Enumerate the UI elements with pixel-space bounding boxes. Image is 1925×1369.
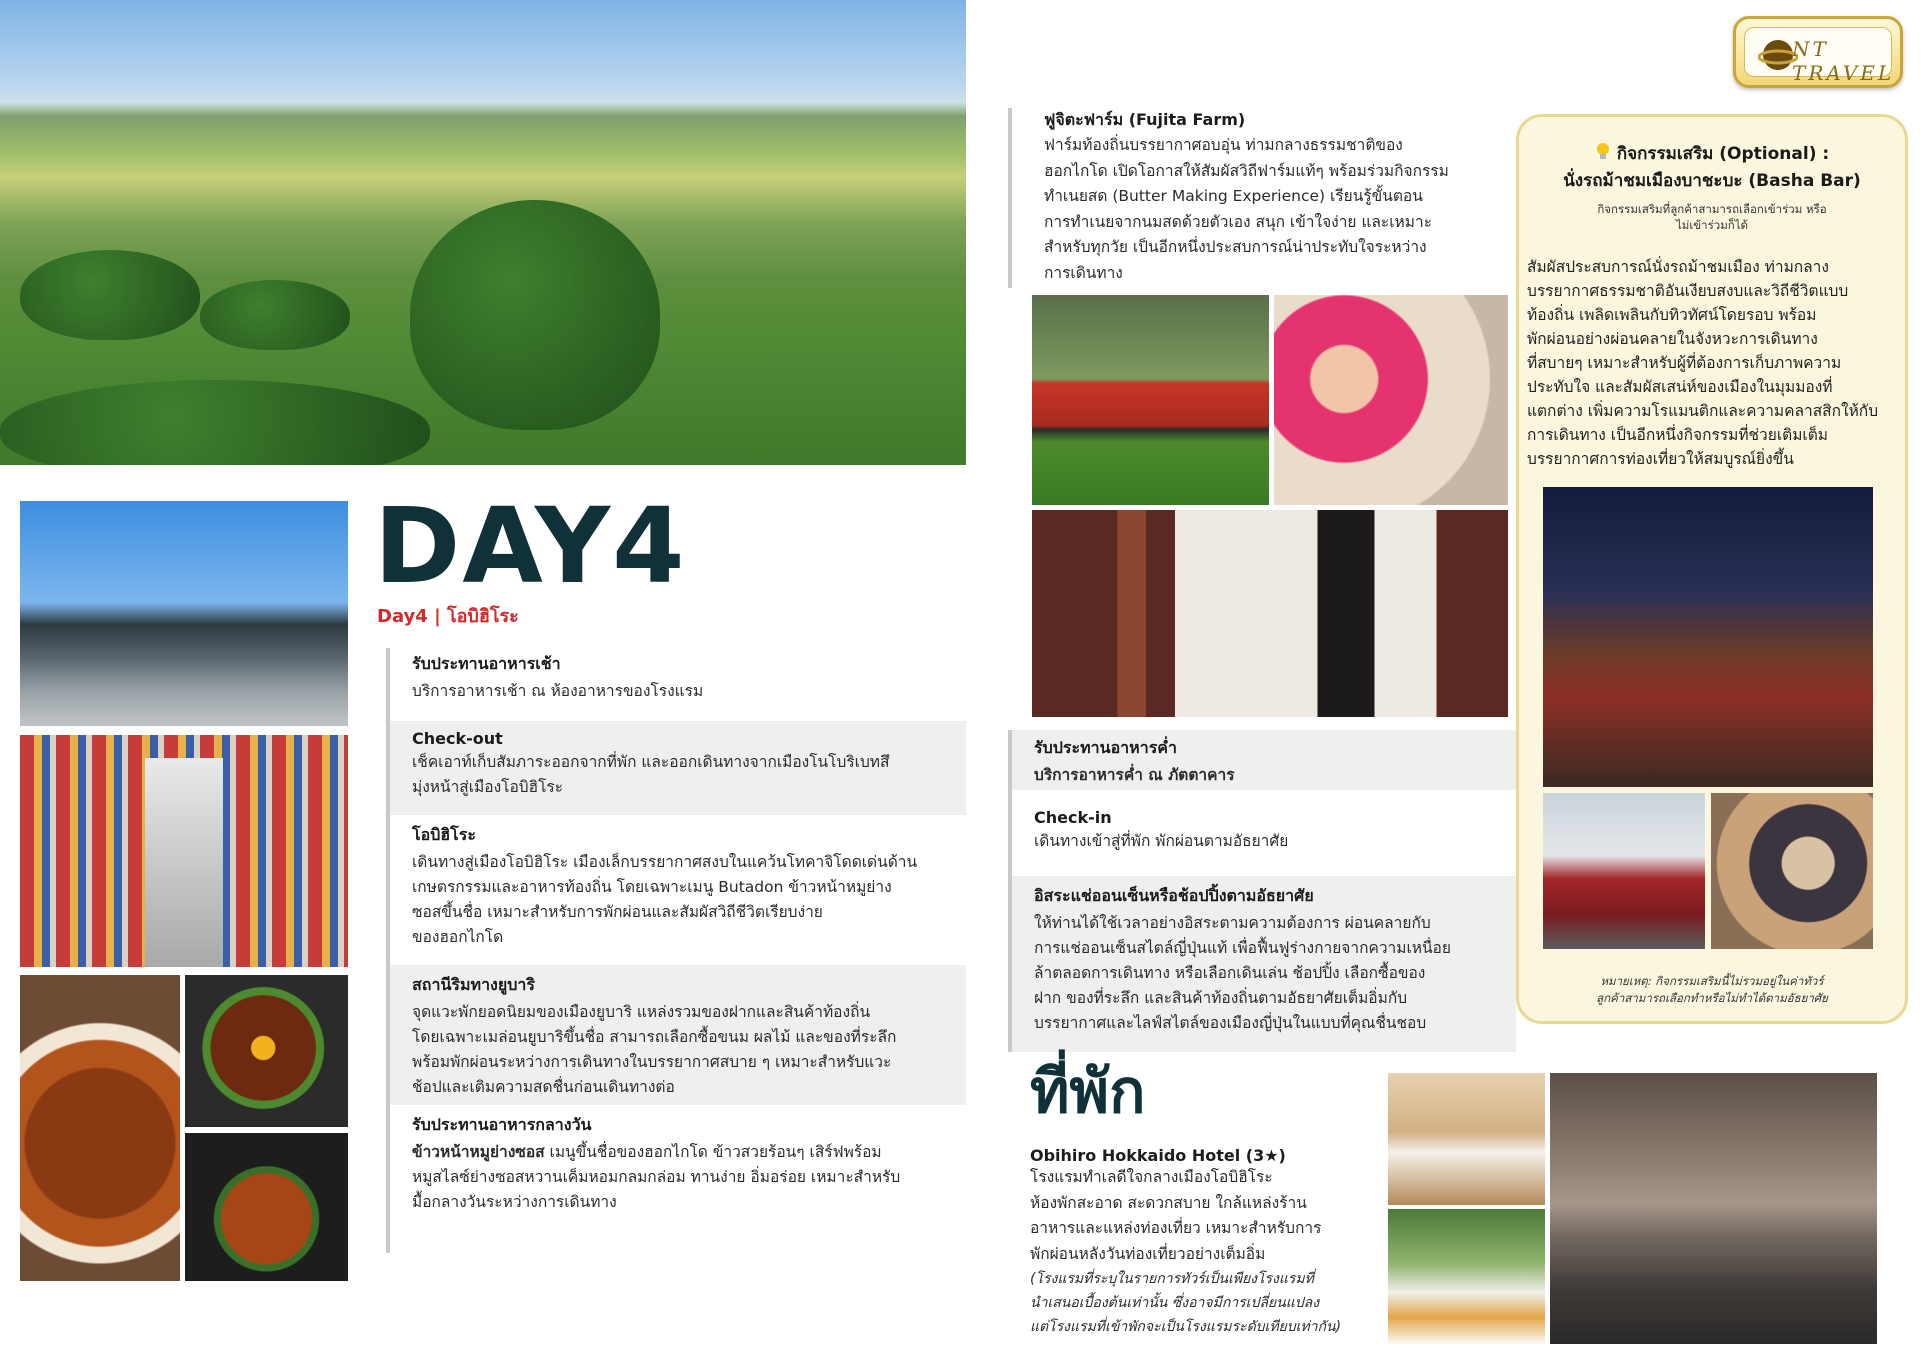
optional-line: การเดินทาง เป็นอีกหนึ่งกิจกรรมที่ช่วยเติมเต็ม [1527, 426, 1829, 444]
itinerary-item-breakfast [390, 648, 966, 721]
brand-logo [1733, 16, 1903, 88]
hotel-breakfast-photo [1388, 1209, 1545, 1344]
optional-activity-panel [1516, 114, 1908, 1024]
item-title: สถานีริมทางยูบาริ [412, 975, 535, 994]
day-city: โอบิฮิโระ [446, 606, 519, 627]
milking-photo [1274, 295, 1508, 505]
optional-line: บรรยากาศธรรมชาติอันเงียบสงบและวิถีชีวิตแบบ [1527, 282, 1849, 300]
pork-egg-bowl-photo [185, 975, 348, 1127]
farm-line: การทำเนยจากนมสดด้วยตัวเอง สนุก เข้าใจง่าย และเหมาะ [1044, 212, 1433, 231]
item-title: Check-out [412, 729, 503, 748]
evening-item-onsen [1012, 876, 1516, 1052]
hotel-line: โรงแรมทำเลดีใจกลางเมืองโอบิฮิโระ [1030, 1168, 1273, 1186]
item-line: บริการอาหารเช้า ณ ห้องอาหารของโรงแรม [412, 682, 704, 700]
hokkaido-landscape-photo [0, 0, 966, 465]
farm-line: การเดินทาง [1044, 263, 1123, 282]
itinerary-item-lunch [390, 1105, 966, 1225]
item-line: ฝาก ของที่ระลึก และสินค้าท้องถิ่นตามอัธยาศัยเต็มอิ่มกับ [1034, 989, 1408, 1007]
optional-note-line: ไม่เข้าร่วมก็ได้ [1675, 218, 1749, 232]
stay-heading: ที่พัก [1030, 1057, 1146, 1127]
item-line: หมูสไลซ์ย่างซอสหวานเค็มหอมกลมกล่อม ทานง่าย อิ่มอร่อย เหมาะสำหรับ [412, 1168, 901, 1186]
optional-title-line1: กิจกรรมเสริม (Optional) : [1616, 144, 1830, 164]
horse-carriage-photo [1543, 487, 1873, 787]
day-heading: DAY4 [374, 485, 687, 607]
item-lead: ข้าวหน้าหมูย่างซอส [412, 1143, 545, 1161]
day-label: Day4 [377, 606, 428, 627]
optional-line: แตกต่าง เพิ่มความโรแมนติกและความคลาสสิกให้กับ [1527, 402, 1879, 420]
item-line: เดินทางเข้าสู่ที่พัก พักผ่อนตามอัธยาศัย [1034, 832, 1289, 850]
hotel-section [1030, 1146, 1390, 1339]
item-line: ซอสขึ้นชื่อ เหมาะสำหรับการพักผ่อนและสัมผัสวิถีชีวิตเรียบง่าย [412, 903, 823, 921]
evening-timeline [1008, 730, 1516, 1052]
evening-item-dinner [1012, 730, 1516, 790]
item-title: โอบิฮิโระ [412, 825, 476, 844]
hotel-line: พักผ่อนหลังวันท่องเที่ยวอย่างเต็มอิ่ม [1030, 1244, 1266, 1263]
butadon-bowl-photo [20, 975, 180, 1281]
item-line: ช้อปและเติมความสดชื่นก่อนเดินทางต่อ [412, 1078, 675, 1096]
item-title: รับประทานอาหารเช้า [412, 654, 561, 673]
bar-party-photo [1711, 793, 1873, 949]
item-line: ของฮอกไกโด [412, 928, 504, 946]
farm-line: สำหรับทุกวัย เป็นอีกหนึ่งประสบการณ์น่าประทับใจระหว่าง [1044, 238, 1427, 256]
hotel-room-photo [1388, 1073, 1545, 1205]
optional-line: ท้องถิ่น เพลิดเพลินกับทิวทัศน์โดยรอบ พร้อม [1527, 306, 1817, 324]
farm-line: ฟาร์มท้องถิ่นบรรยากาศอบอุ่น ท่ามกลางธรรมชาติของ [1044, 136, 1403, 154]
hotel-line: ห้องพักสะอาด สะดวกสบาย ใกล้แหล่งร้าน [1030, 1193, 1307, 1212]
farm-line: ฮอกไกโด เปิดโอกาสให้สัมผัสวิถีฟาร์มแท้ๆ พร้อมร่วมกิจกรรม [1044, 161, 1449, 180]
hotel-note-line: นำเสนอเบื้องต้นเท่านั้น ซึ่งอาจมีการเปลี่ยนแปลง [1030, 1295, 1320, 1311]
item-line: ให้ท่านได้ใช้เวลาอย่างอิสระตามความต้องการ ผ่อนคลายกับ [1034, 914, 1431, 932]
item-line: ล้าตลอดการเดินทาง หรือเลือกเดินเล่น ช้อปปิ้ง เลือกซื้อของ [1034, 964, 1426, 982]
item-line: เดินทางสู่เมืองโอบิฮิโระ เมืองเล็กบรรยากาศสงบในแคว้นโทคาจิโดดเด่นด้าน [412, 853, 918, 871]
item-line: การแช่ออนเซ็นสไตล์ญี่ปุ่นแท้ เพื่อฟื้นฟูร่างกายจากความเหนื่อย [1034, 939, 1451, 957]
hotel-note-line: (โรงแรมที่ระบุในรายการทัวร์เป็นเพียงโรงแรมที่ [1030, 1271, 1314, 1287]
farm-section [1008, 108, 1508, 288]
calf-photo [1032, 510, 1508, 717]
optional-title-line2: นั่งรถม้าชมเมืองบาชะบะ (Basha Bar) [1563, 171, 1861, 191]
item-line: เกษตรกรรมและอาหารท้องถิ่น โดยเฉพาะเมนู Butadon ข้าวหน้าหมูย่าง [412, 878, 892, 896]
hotel-name: Obihiro Hokkaido Hotel (3★) [1030, 1146, 1286, 1165]
item-title: รับประทานอาหารกลางวัน [412, 1115, 592, 1134]
tractor-photo [1032, 295, 1269, 505]
hotel-note-line: แต่โรงแรมที่เข้าพักจะเป็นโรงแรมระดับเทียบเท่ากัน) [1030, 1319, 1342, 1335]
optional-foot-line: หมายเหตุ: กิจกรรมเสริมนี้ไม่รวมอยู่ในค่าทัวร์ [1600, 974, 1824, 988]
item-line: เช็คเอาท์เก็บสัมภาระออกจากที่พัก และออกเดินทางจากเมืองโนโบริเบทสึ [412, 753, 890, 771]
day-subtitle [377, 601, 519, 630]
item-line: บรรยากาศและไลฟ์สไตล์ของเมืองญี่ปุ่นในแบบที่คุณชื่นชอบ [1034, 1014, 1427, 1032]
item-line: มุ่งหน้าสู่เมืองโอบิฮิโระ [412, 778, 564, 796]
optional-line: พักผ่อนอย่างผ่อนคลายในจังหวะการเดินทาง [1527, 330, 1818, 348]
itinerary-item-yubari-station [390, 965, 966, 1105]
brand-name: NT TRAVEL [1792, 37, 1895, 85]
farm-title: ฟูจิตะฟาร์ม (Fujita Farm) [1044, 110, 1246, 129]
hotel-onsen-photo [1550, 1073, 1877, 1344]
farm-line: ทำเนยสด (Butter Making Experience) เรียนรู้ขั้นตอน [1044, 187, 1423, 205]
optional-line: บรรยากาศการท่องเที่ยวให้สมบูรณ์ยิ่งขึ้น [1527, 450, 1794, 468]
red-carriage-photo [1543, 793, 1705, 949]
item-line: จุดแวะพักยอดนิยมของเมืองยูบาริ แหล่งรวมของฝากและสินค้าท้องถิ่น [412, 1003, 871, 1021]
item-line: พร้อมพักผ่อนระหว่างการเดินทางในบรรยากาศสบาย ๆ เหมาะสำหรับแวะ [412, 1053, 892, 1071]
hotel-line: อาหารและแหล่งท่องเที่ยว เหมาะสำหรับการ [1030, 1219, 1322, 1237]
item-title: อิสระแช่ออนเซ็นหรือช้อปปิ้งตามอัธยาศัย [1034, 886, 1314, 905]
itinerary-item-obihiro [390, 815, 966, 965]
item-title: รับประทานอาหารค่ำ [1034, 738, 1177, 757]
lightbulb-icon [1595, 142, 1611, 162]
optional-foot-line: ลูกค้าสามารถเลือกทำหรือไม่ทำได้ตามอัธยาศัย [1596, 991, 1828, 1005]
itinerary-timeline [386, 648, 966, 1253]
item-line: มื้อกลางวันระหว่างการเดินทาง [412, 1193, 617, 1211]
itinerary-item-checkout [390, 721, 966, 815]
optional-line: สัมผัสประสบการณ์นั่งรถม้าชมเมือง ท่ามกลาง [1527, 258, 1829, 276]
roadside-station-photo [20, 501, 348, 726]
pork-rice-bowl-photo [185, 1133, 348, 1281]
item-line: บริการอาหารค่ำ ณ ภัตตาคาร [1034, 766, 1235, 784]
item-line: เมนูขึ้นชื่อของฮอกไกโด ข้าวสวยร้อนๆ เสิร์ฟพร้อม [544, 1143, 882, 1161]
item-title: Check-in [1034, 808, 1112, 827]
day-separator: | [434, 606, 441, 627]
optional-note-line: กิจกรรมเสริมที่ลูกค้าสามารถเลือกเข้าร่วม หรือ [1597, 202, 1827, 216]
shop-aisle-photo [20, 735, 348, 967]
optional-line: ที่สบายๆ เหมาะสำหรับผู้ที่ต้องการเก็บภาพความ [1527, 354, 1842, 372]
evening-item-checkin [1012, 790, 1516, 876]
item-line: โดยเฉพาะเมล่อนยูบาริขึ้นชื่อ สามารถเลือกซื้อขนม ผลไม้ และของที่ระลึก [412, 1028, 897, 1046]
optional-line: ประทับใจ และสัมผัสเสน่ห์ของเมืองในมุมมองที่ [1527, 378, 1833, 396]
